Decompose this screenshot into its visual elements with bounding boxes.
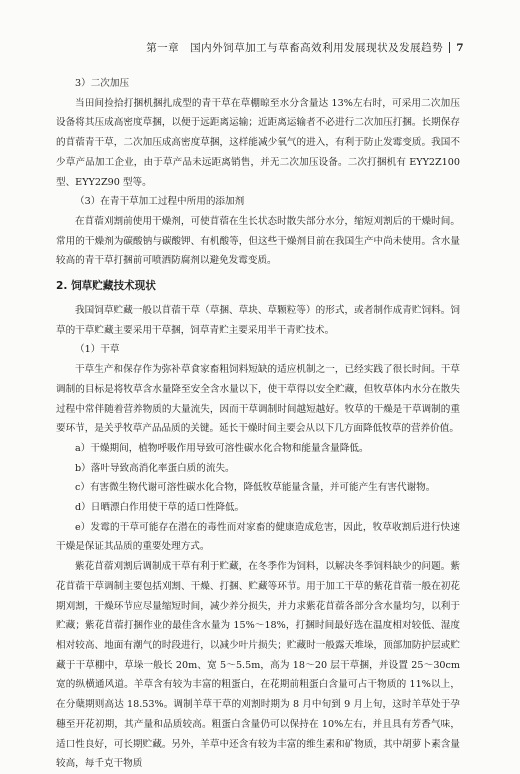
paragraph: 当田间捡拾打捆机捆扎成型的青干草在草棚晾至水分含量达 13%左右时，可采用二次加压设备将其压成高密度草捆，以便于远距离运输；近距离运输者不必进行二次加压打捆。长期保存的苜蓿青干草，二次加压成高密度草捆，这样能减少氧气的进入，有利于防止发霉变质。我国不少草产品加工企业，由于草产品未远距离销售，并无二次加压设备。二次打捆机有 EYY2Z100 型、EYY2Z90 型等。 [56, 97, 460, 188]
subhead-secondary-pressing: 3）二次加压 [75, 78, 130, 89]
paragraph: 紫花苜蓿刈割后调制成干草有利于贮藏，在冬季作为饲料，以解决冬季饲料缺少的问题。紫花苜蓿干草调制主要包括刈割、干燥、打捆、贮藏等环节。用于加工干草的紫花苜蓿一般在初花期刈割，干燥环节应尽量缩短时间，减少养分损失，并力求紫花苜蓿各部分含水量均匀，以利于贮藏；紫花苜蓿打捆作业的最佳含水量为 15%～18%，打捆时间最好选在温度相对较低、湿度相对较高、地面有潮气的时段进行，以减少叶片损失；贮藏时一般露天堆垛，顶部加防护层或贮藏于干草棚中，草垛一般长 20m、宽 5～5.5m，高为 18～20 层干草捆，并设置 25～30cm 宽的纵横通风道。羊草含有较为丰富的粗蛋白，在花期前粗蛋白含量可占干物质的 11%以上，在分蘖期则高达 18.53%。调制羊草干草的刈割时期为 8 月中旬到 9 月上旬，这时羊草处于孕穗至开花初期，其产量和品质较高。粗蛋白含量仍可以保持在 10%左右，并且具有芳香气味，适口性良好，可长期贮藏。另外，羊草中还含有较为丰富的维生素和矿物质，其中胡萝卜素含量较高，每千克干物质 [56, 561, 460, 770]
list-item: c）有害微生物代谢可溶性碳水化合物，降低牧草能量含量，并可能产生有害代谢物。 [75, 482, 436, 494]
body-text [56, 74, 460, 774]
paragraph: 在苜蓿刈割前使用干燥剂，可使苜蓿在生长状态时散失部分水分，缩短刈割后的干燥时间。常用的干燥剂为碳酸钠与碳酸钾、有机酸等，但这些干燥剂目前在我国生产中尚未使用。含水量较高的青干草打捆前可喷洒防腐剂以避免发霉变质。 [56, 215, 460, 267]
list-item: d）日晒漂白作用使干草的适口性降低。 [75, 502, 245, 514]
section-heading: 2. 饲草贮藏技术现状 [56, 280, 156, 293]
running-title: 第一章 国内外饲草加工与草畜高效利用发展现状及发展趋势 [146, 42, 444, 54]
paragraph: 干草生产和保存作为弥补草食家畜粗饲料短缺的适应机制之一，已经实践了很长时间。干草调制的目标是将牧草含水量降至安全含水量以下，使干草得以安全贮藏，但牧草体内水分在散失过程中常伴随着营养物质的大量流失，因而干草调制时间越短越好。牧草的干燥是干草调制的重要环节，是关乎牧草产品品质的关键。延长干燥时间主要会从以下几方面降低牧草的营养价值。 [56, 364, 460, 435]
page-number: 7 [456, 41, 464, 54]
header-divider [449, 42, 450, 53]
paragraph: 我国饲草贮藏一般以苜蓿干草（草捆、草块、草颗粒等）的形式，或者制作成青贮饲料。饲草的干草贮藏主要采用干草捆，饲草青贮主要采用半干青贮技术。 [56, 305, 460, 336]
running-header [146, 40, 464, 55]
list-item: a）干燥期间，植物呼吸作用导致可溶性碳水化合物和能量含量降低。 [75, 442, 369, 454]
list-item: b）落叶导致高消化率蛋白质的流失。 [75, 462, 235, 474]
subhead-hay: （1）干草 [75, 344, 120, 356]
subhead-additives: （3）在青干草加工过程中所用的添加剂 [75, 196, 245, 208]
list-item: e）发霉的干草可能存在潜在的毒性而对家畜的健康造成危害，因此，牧草收割后进行快速干燥是保证其品质的重要处理方式。 [56, 521, 460, 553]
